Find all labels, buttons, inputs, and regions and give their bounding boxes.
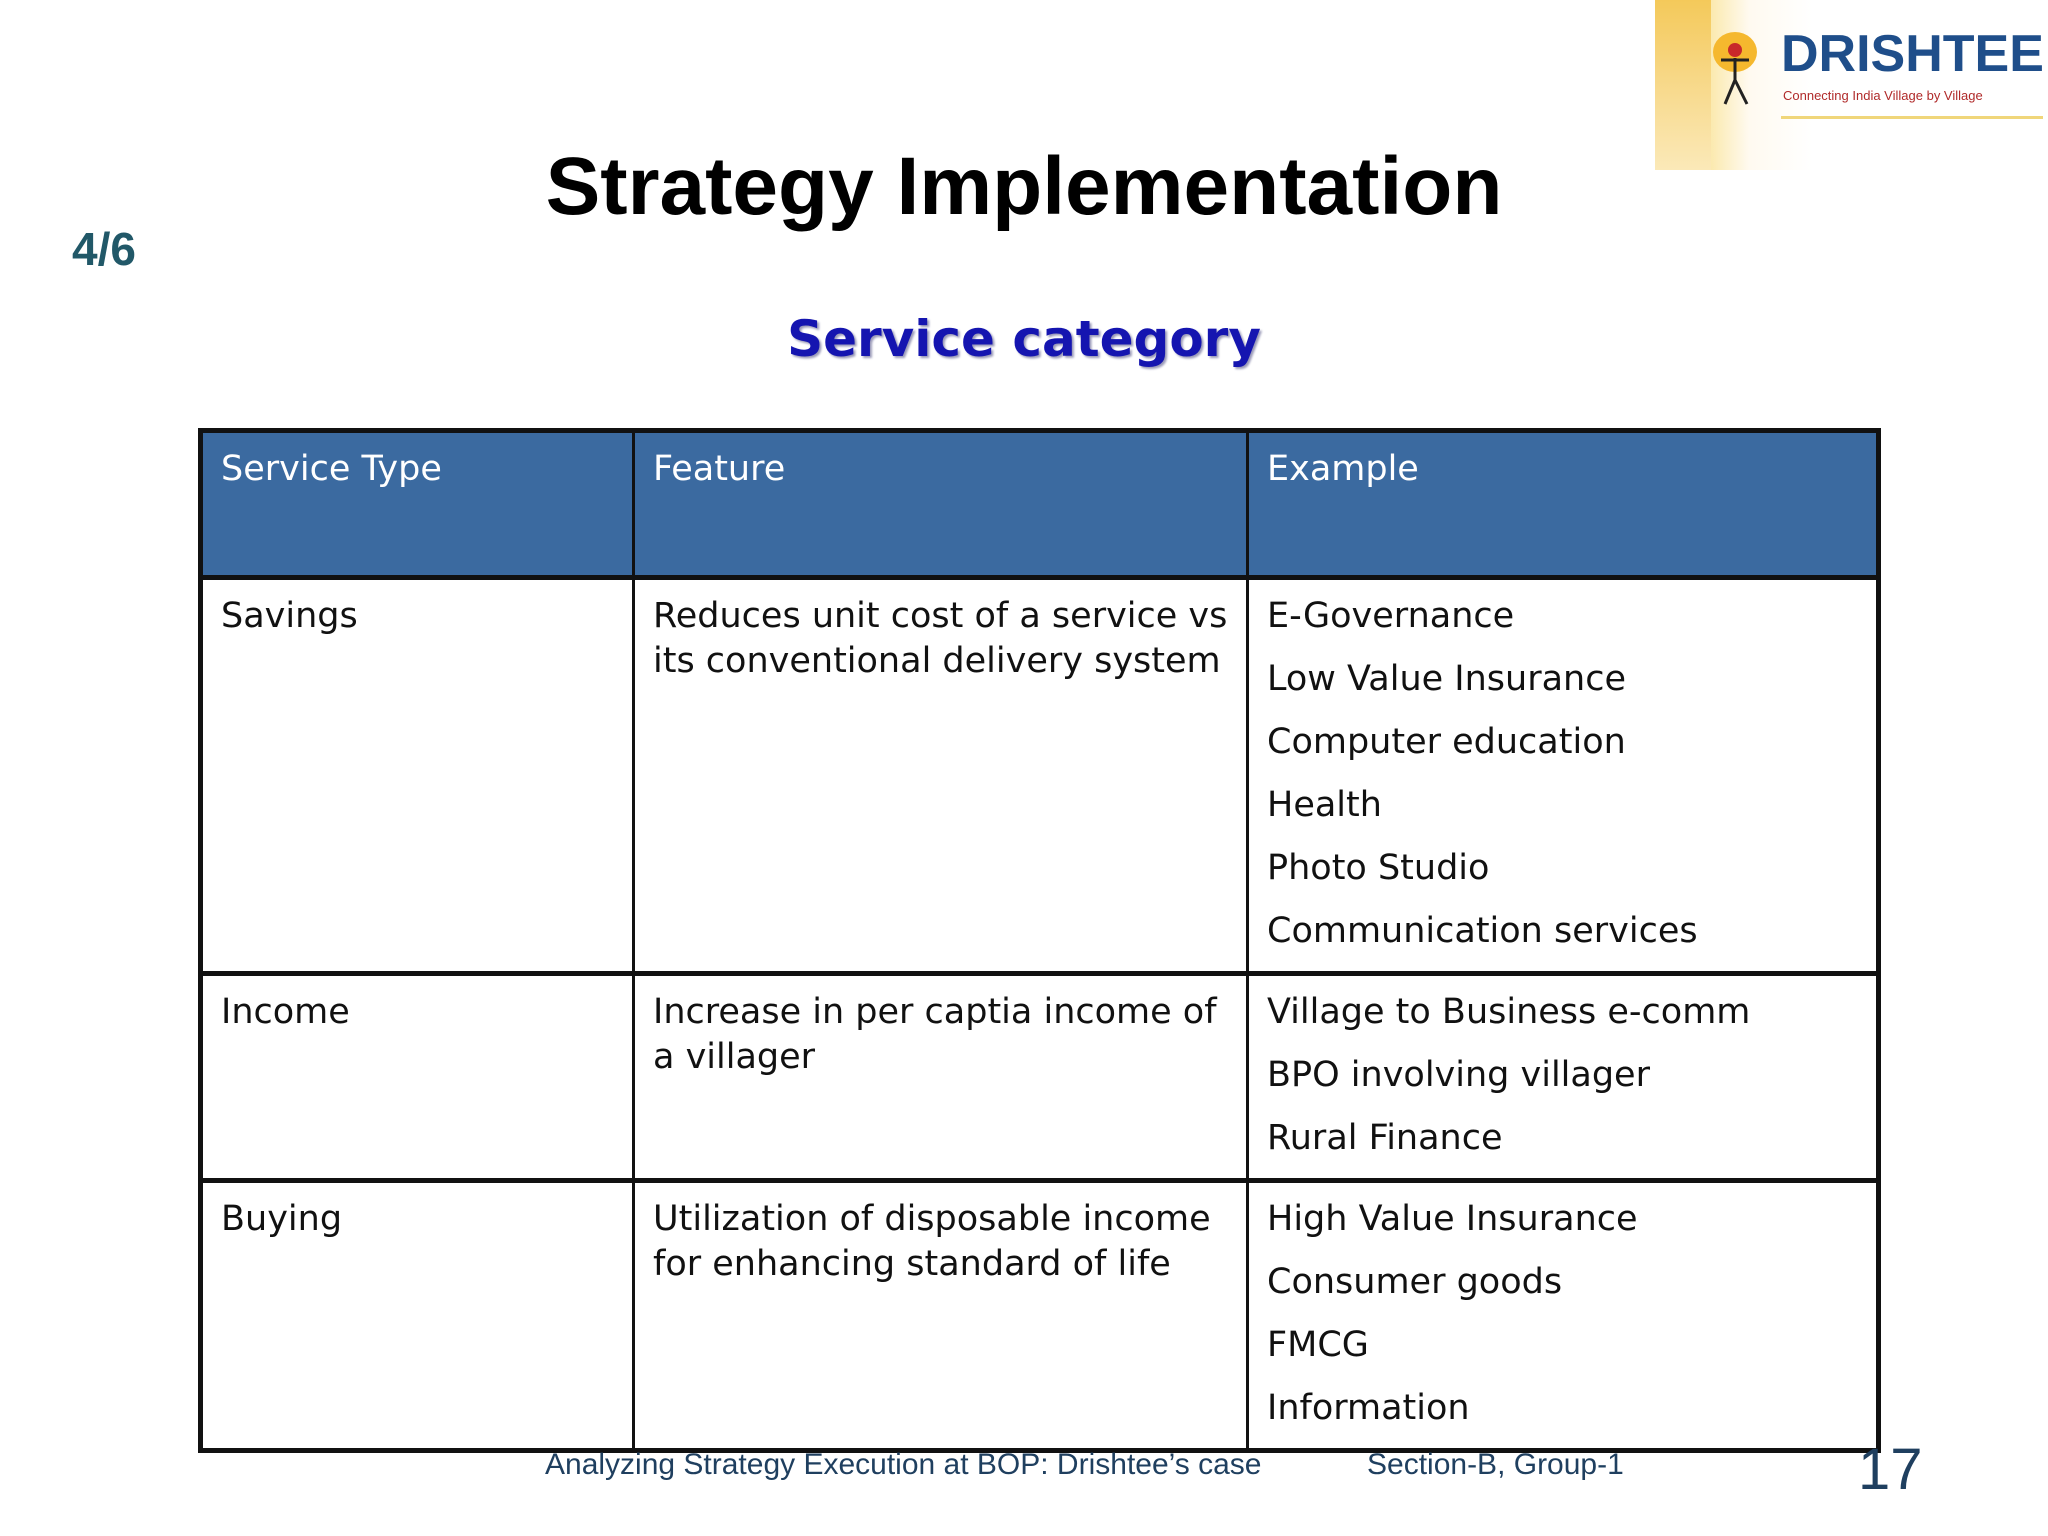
page-number: 17	[1858, 1437, 1923, 1502]
slide-progress: 4/6	[72, 223, 136, 275]
example-item: Consumer goods	[1267, 1262, 1563, 1302]
service-type-cell: Buying	[201, 1181, 634, 1451]
slide-title: Strategy Implementation	[545, 141, 1503, 232]
logo-underline	[1781, 116, 2043, 119]
header-service-type: Service Type	[201, 431, 634, 578]
service-type-cell: Savings	[201, 578, 634, 974]
person-icon	[1701, 22, 1771, 112]
example-item: Rural Finance	[1267, 1118, 1503, 1158]
logo-tagline: Connecting India Village by Village	[1783, 88, 1983, 103]
table-row	[201, 974, 1879, 1181]
service-type-cell: Income	[201, 974, 634, 1181]
table-header-row	[201, 431, 1879, 578]
feature-cell: Utilization of disposable income for enhancing standard of life	[634, 1181, 1248, 1451]
table-row	[201, 1181, 1879, 1451]
example-item: Photo Studio	[1267, 848, 1490, 888]
example-cell	[1248, 974, 1879, 1181]
footer-section: Section-B, Group-1	[1367, 1448, 1624, 1481]
feature-cell: Increase in per captia income of a villager	[634, 974, 1248, 1181]
example-item: Computer education	[1267, 722, 1626, 762]
service-category-table	[198, 428, 1881, 1453]
example-item: Village to Business e-comm	[1267, 992, 1751, 1032]
header-feature: Feature	[634, 431, 1248, 578]
example-item: High Value Insurance	[1267, 1199, 1638, 1239]
example-item: E-Governance	[1267, 596, 1515, 636]
example-item: Low Value Insurance	[1267, 659, 1627, 699]
example-cell	[1248, 1181, 1879, 1451]
feature-cell: Reduces unit cost of a service vs its conventional delivery system	[634, 578, 1248, 974]
example-item: Information	[1267, 1388, 1470, 1428]
header-example: Example	[1248, 431, 1879, 578]
logo-name: DRISHTEE	[1781, 25, 2044, 83]
example-item: Communication services	[1267, 911, 1698, 951]
example-cell	[1248, 578, 1879, 974]
example-item: FMCG	[1267, 1325, 1369, 1365]
table-caption: Service category	[787, 310, 1261, 368]
example-item: Health	[1267, 785, 1382, 825]
footer-case-title: Analyzing Strategy Execution at BOP: Drishtee’s case	[545, 1448, 1262, 1481]
table-row	[201, 578, 1879, 974]
example-item: BPO involving villager	[1267, 1055, 1650, 1095]
